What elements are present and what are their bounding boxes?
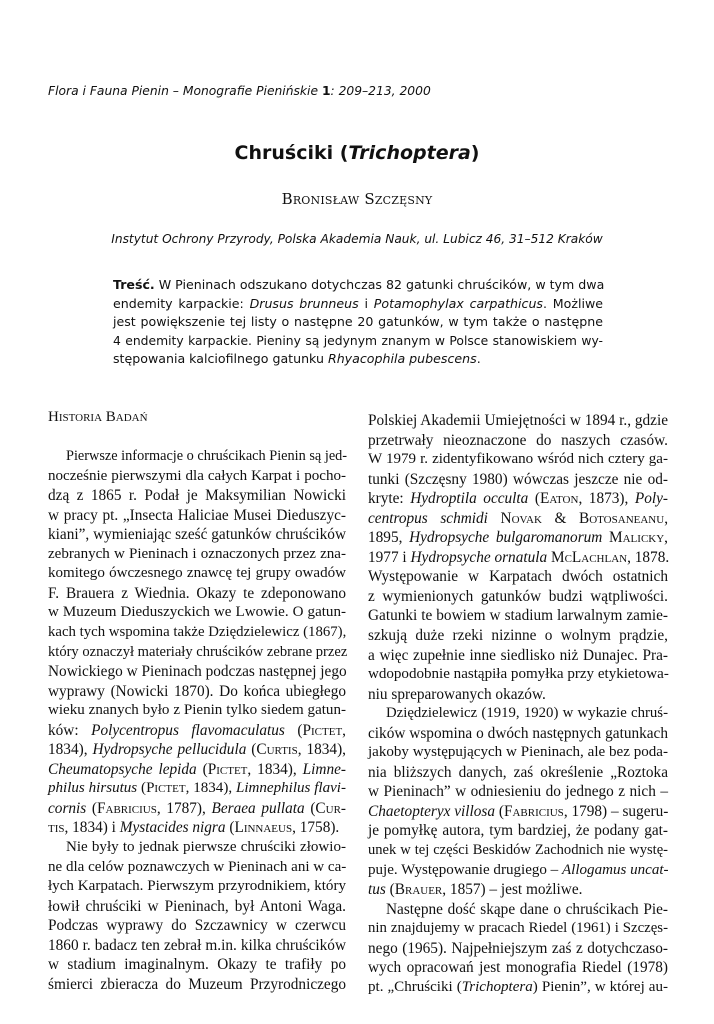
text-line: ków: Polycentropus flavomaculatus (Pictet, [48, 721, 346, 739]
text-line: puje. Występowanie drugiego – Allogamus uncat- [368, 861, 669, 878]
text-line: Następne dość skąpe dane o chruścikach Pie- [386, 900, 668, 918]
text-line: który oznaczył materiały chruścików zebrane przez [48, 643, 348, 660]
author-name: Bronisław Szczęsny [281, 190, 433, 208]
abstract-line: 4 endemity karpackie. Pieniny są jedynym znanym w Polsce stanowiskiem wy- [113, 333, 603, 348]
abstract-line: jest powiększenie tej listy o następne 20 gatunków, w tym także o następne [113, 314, 603, 330]
text-line: tis, 1834) i Mystacides nigra (Linnaeus, 1758). [48, 819, 340, 837]
text-line: Polskiej Akademii Umiejętności w 1894 r., gdzie [368, 412, 668, 429]
article-title: Chruściki (Trichoptera) [234, 142, 480, 164]
text-line: Pierwsze informacje o chruścikach Pienin są jed- [66, 448, 348, 465]
text-line: ne dla celów poznawczych w Pieninach ani w ca- [48, 858, 347, 875]
text-line: Nie były to jednak pierwsze chruściki złowio- [66, 839, 346, 856]
text-line: łowił chruściki w Pieninach, był Antoni Waga. [48, 897, 346, 915]
text-line: w pracy pt. „Insecta Haliciae Musei Dieduszyc- [48, 506, 346, 524]
text-line: philus hirsutus (Pictet, 1834), Limnephilus flavi- [48, 780, 346, 797]
text-line: kach tych wspomina także Dziędzielewicz (1867), [48, 624, 347, 641]
text-line: tus (Brauer, 1857) – jest możliwe. [368, 881, 583, 899]
text-line: szkują duże rzeki nizinne o wolnym prądzie, [368, 627, 668, 645]
text-line: W 1979 r. zidentyfikowano wśród nich cztery ga- [368, 451, 668, 468]
text-line: nia bliższych danych, zaś określenie „Roztoka [368, 763, 668, 781]
abstract-line: endemity karpackie: Drusus brunneus i Potamophylax carpathicus. Możliwe [113, 295, 603, 311]
text-line: niu spreparowanych okazów. [368, 685, 546, 703]
text-line: nocześnie pierwszymi dla całych Karpat i pocho- [48, 467, 346, 484]
text-line: jakoby występujących w Pieninach, ale bez poda- [368, 744, 668, 761]
author-affiliation: Instytut Ochrony Przyrody, Polska Akademia Nauk, ul. Lubicz 46, 31–512 Kraków [111, 232, 603, 246]
text-line: 1977 i Hydropsyche ornatula McLachlan, 1878. [368, 548, 670, 566]
text-line: a więc zupełnie inne siedlisko niż Dunajec. Pra- [368, 646, 668, 664]
text-line: z wymienionych gatunków budzi wątpliwości. [368, 587, 668, 605]
text-line: Nowickiego w Pieninach podczas następnej jego [48, 663, 347, 681]
text-line: w stadium imaginalnym. Okazy te trafiły po [48, 956, 346, 974]
text-line: cornis (Fabricius, 1787), Beraea pullata (Cur- [48, 799, 346, 817]
text-line: Gatunki te bowiem w stadium larwalnym zamie- [368, 607, 668, 625]
abstract-line: stępowania kalciofilnego gatunku Rhyacophila pubescens. [113, 351, 481, 367]
text-line: kiani”, wymieniając sześć gatunków chruścików [48, 526, 346, 544]
text-line: 1834), Hydropsyche pellucidula (Curtis, 1834), [48, 741, 346, 759]
text-line: Cheumatopsyche lepida (Pictet, 1834), Limne- [48, 760, 346, 778]
text-line: nin znajdujemy w pracach Riedel (1961) i Szczęs- [368, 920, 668, 937]
text-line: je pomyłkę autora, tym bardziej, że podany gat- [368, 822, 668, 840]
journal-citation [48, 84, 668, 98]
text-line: F. Brauera z Wiednia. Okazy te zdeponowano [48, 584, 346, 602]
text-line: 1895, Hydropsyche bulgaromanorum Malicky, [368, 529, 668, 547]
text-line: 1860 r. badacz ten zebrał m.in. kilka chruścików [48, 936, 346, 954]
text-line: przetrwały nieoznaczone do naszych czasów. [368, 431, 668, 449]
text-line: łych Karpatach. Pierwszym przyrodnikiem, który [48, 878, 346, 895]
text-line: wieku znanych było z Pienin tylko siedem gatun- [48, 702, 346, 719]
text-line: kryte: Hydroptila occulta (Eaton, 1873), Poly- [368, 490, 668, 508]
text-line: Podczas wyprawy do Szczawnicy w czerwcu [48, 917, 346, 935]
text-line: komitego ówczesnego znawcę tej grupy owadów [48, 565, 346, 582]
title-latin: Trichoptera [348, 142, 471, 164]
text-line: zebranych w Pieninach i oznaczonych przez zna- [48, 545, 346, 562]
text-line: pt. „Chruściki (Trichoptera) Pienin”, w której au- [368, 978, 668, 995]
text-line: centropus schmidi Novak & Botosaneanu, [368, 509, 669, 527]
text-line: śmierci zbieracza do Muzeum Przyrodniczego [48, 975, 346, 993]
text-line: Chaetopteryx villosa (Fabricius, 1798) – sugeru- [368, 802, 669, 820]
text-line: wyprawy (Nowicki 1870). Do końca ubiegłego [48, 682, 346, 700]
text-line: Dziędzielewicz (1919, 1920) w wykazie chruś- [386, 705, 668, 722]
text-line: Występowanie w Karpatach dwóch ostatnich [368, 568, 668, 586]
text-line: cików wspomina o dwóch następnych gatunkach [368, 724, 668, 742]
text-line: wych opracowań jest monografia Riedel (1978) [368, 959, 668, 977]
left-column [48, 408, 346, 994]
text-line: unek w tej części Beskidów Zachodnich nie wystę- [368, 842, 668, 859]
text-line: nego (1965). Najpełniejszym zaś z dotychczaso- [368, 939, 668, 957]
text-line: tunki (Szczęsny 1980) wówczas jeszcze nie od- [368, 470, 668, 488]
text-line: wdopodobnie nastąpiła pomyłka przy etykietowa- [368, 666, 669, 683]
abstract-label: Treść. [113, 277, 155, 292]
abstract-line: Treść. W Pieninach odszukano dotychczas 82 gatunki chruścików, w tym dwa [113, 277, 605, 292]
text-line: dzą z 1865 r. Podał je Maksymilian Nowicki [48, 487, 346, 505]
abstract [113, 276, 603, 369]
right-column [368, 411, 668, 997]
journal-name: Flora i Fauna Pienin – Monografie Pienińskie [48, 84, 319, 98]
section-heading: Historia Badań [48, 409, 148, 425]
text-line: w Muzeum Dieduszyckich we Lwowie. O gatun- [48, 604, 346, 621]
text-line: w Pieninach” w odniesieniu do jednego z nich – [368, 783, 668, 801]
journal-pages: : 209–213, 2000 [330, 84, 431, 98]
journal-volume: 1 [321, 84, 331, 98]
